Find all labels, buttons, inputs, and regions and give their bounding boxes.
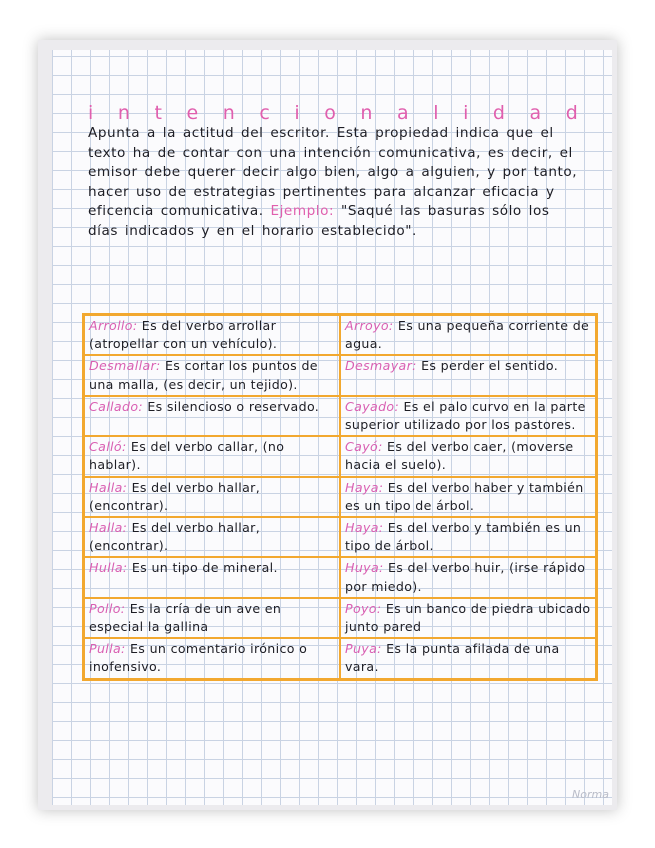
definition: Es un comentario irónico o inofensivo.: [89, 641, 308, 675]
term: Desmallar:: [89, 358, 161, 374]
term: Cayó:: [345, 439, 383, 455]
table-row: [84, 557, 597, 597]
definition: Es del verbo hallar, (encontrar).: [89, 520, 261, 554]
intro-paragraph: [88, 124, 583, 242]
right-cell: [340, 355, 597, 395]
right-cell: [340, 557, 597, 597]
title-letter: n: [222, 102, 235, 124]
left-cell: [84, 477, 341, 517]
right-cell: [340, 396, 597, 436]
right-cell: [340, 436, 597, 476]
definition: Es un banco de piedra ubicado junto pared: [345, 600, 591, 635]
term: Haya:: [345, 520, 384, 536]
title-letter: i: [463, 102, 469, 124]
term: Callado:: [89, 398, 143, 414]
left-cell: [84, 315, 341, 356]
left-cell: [84, 436, 341, 476]
right-cell: [340, 315, 597, 356]
title-letter: d: [565, 102, 578, 124]
table-row: [84, 477, 597, 517]
term: Desmayar:: [345, 358, 417, 374]
left-cell: [84, 355, 341, 395]
title-letter: i: [294, 102, 300, 124]
definition: Es el palo curvo en la parte superior utilizado por los pastores.: [345, 398, 586, 433]
left-cell: [84, 396, 341, 436]
left-cell: [84, 517, 341, 557]
definition: Es la punta afilada de una vara.: [345, 641, 560, 675]
term: Hulla:: [89, 560, 128, 576]
definition: Es perder el sentido.: [421, 358, 559, 374]
notebook-page: [52, 50, 612, 805]
title-letter: a: [397, 102, 409, 124]
title-letter: e: [186, 102, 199, 124]
definition: Es del verbo caer, (moverse hacia el suelo).: [345, 439, 574, 473]
table-row: [84, 598, 597, 638]
term: Huya:: [345, 560, 384, 576]
term: Calló:: [89, 439, 127, 455]
title-letter: l: [433, 102, 439, 124]
term: Arrollo:: [89, 318, 138, 333]
title-letter: d: [492, 102, 505, 124]
brand-watermark: Norma: [572, 788, 609, 801]
definition: Es del verbo haber y también es un tipo de árbol.: [345, 479, 584, 513]
term: Poyo:: [345, 600, 382, 616]
definition: Es del verbo hallar, (encontrar).: [89, 479, 261, 513]
definition: Es un tipo de mineral.: [131, 560, 278, 576]
definition: Es la cría de un ave en especial la gallina: [89, 600, 282, 635]
title-letter: n: [117, 102, 130, 124]
title-letter: n: [360, 102, 373, 124]
table-row: [84, 315, 597, 356]
homophones-table: [82, 313, 598, 681]
definition: Es del verbo y también es un tipo de árbol.: [345, 520, 582, 554]
title-letter: t: [154, 102, 162, 124]
table-row: [84, 517, 597, 557]
definition: Es del verbo arrollar (atropellar con un vehículo).: [89, 318, 278, 352]
left-cell: [84, 557, 341, 597]
left-cell: [84, 598, 341, 638]
title-letter: c: [259, 102, 270, 124]
table-row: [84, 396, 597, 436]
definition: Es silencioso o reservado.: [147, 398, 320, 414]
definition: Es una pequeña corriente de agua.: [345, 318, 590, 352]
term: Haya:: [345, 479, 384, 495]
definition: Es cortar los puntos de una malla, (es decir, un tejido).: [89, 358, 318, 392]
term: Pollo:: [89, 600, 126, 616]
term: Halla:: [89, 520, 128, 536]
table-row: [84, 436, 597, 476]
example-text: "Saqué las basuras sólo los días indicados y en el horario establecido".: [88, 203, 550, 239]
definition: Es del verbo callar, (no hablar).: [89, 439, 285, 473]
term: Puya:: [345, 641, 382, 657]
right-cell: [340, 598, 597, 638]
right-cell: [340, 638, 597, 679]
title-letter: i: [88, 102, 94, 124]
title-letter: o: [324, 102, 336, 124]
term: Halla:: [89, 479, 128, 495]
page-title: [88, 102, 578, 124]
table-row: [84, 355, 597, 395]
left-cell: [84, 638, 341, 679]
term: Pulla:: [89, 641, 126, 657]
right-cell: [340, 477, 597, 517]
right-cell: [340, 517, 597, 557]
definition: Es del verbo huir, (irse rápido por miedo).: [345, 560, 586, 594]
term: Cayado:: [345, 398, 400, 414]
title-letter: a: [529, 102, 542, 124]
example-label: Ejemplo:: [270, 203, 335, 220]
term: Arroyo:: [345, 318, 394, 333]
table-row: [84, 638, 597, 679]
intro-text: Apunta a la actitud del escritor. Esta propiedad indica que el texto ha de contar con una intención comunicativa, es decir, el emisor debe querer decir algo bien, algo a alguien, y por tanto, hacer uso de estrategias pertinentes para alcanzar eficacia y eficencia comunicativa.: [88, 125, 578, 220]
